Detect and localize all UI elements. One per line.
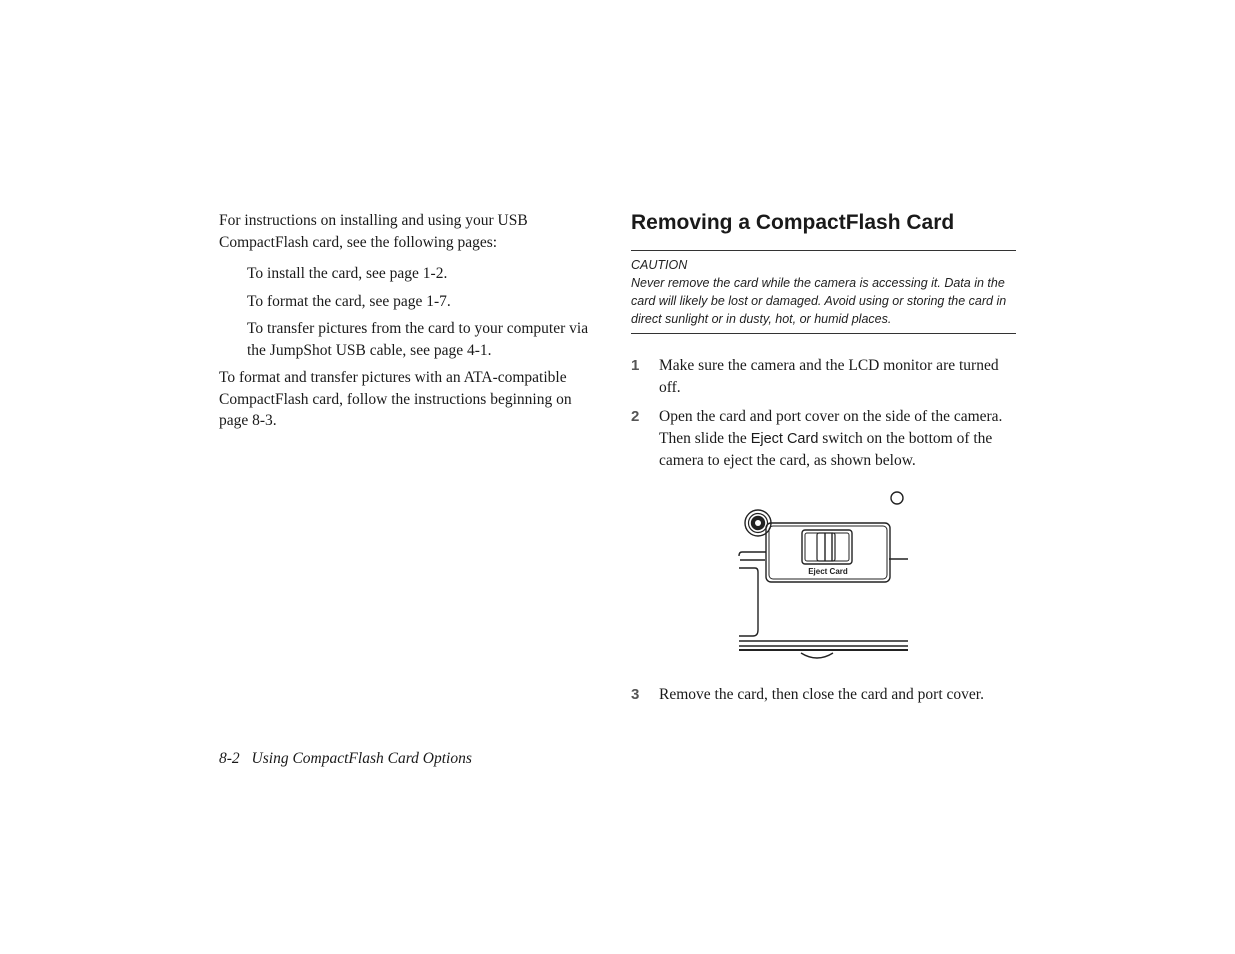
left-column [219,210,604,432]
eject-card-label: Eject Card [750,430,819,447]
step-3 [631,684,1016,706]
chapter-title: Using CompactFlash Card Options [251,750,472,767]
step-number: 3 [631,686,640,703]
page-footer [219,748,472,769]
list-item-transfer: To transfer pictures from the card to your computer via the JumpShot USB cable, see page 4-1. [247,320,589,359]
caution-label: CAUTION [631,258,688,272]
step-text: Remove the card, then close the card and port cover. [659,686,984,703]
intro-paragraph: For instructions on installing and using your USB CompactFlash card, see the following pages: [219,212,528,251]
step-text: Make sure the camera and the LCD monitor are turned off. [659,357,999,396]
figure-eject-label: Eject Card [808,567,848,576]
step-2 [631,406,1016,472]
caution-text: Never remove the card while the camera is accessing it. Data in the card will likely be lost or damaged. Avoid using or storing the card in direct sunlight or in dusty, hot, or humid places. [631,276,1007,326]
step-text-a: Open the card and port cover on the side of the camera. Then slide the [659,408,1003,447]
eject-card-illustration [737,488,912,663]
list-item-install: To install the card, see page 1-2. [247,265,448,282]
page-number: 8-2 [219,750,240,767]
step-text [659,406,1016,472]
camera-bottom-drawing [737,488,912,663]
eject-switch [802,530,852,564]
section-heading: Removing a CompactFlash Card [631,211,955,234]
right-column [631,209,1016,480]
ata-paragraph: To format and transfer pictures with an ATA-compatible CompactFlash card, follow the instructions beginning on page 8-3. [219,369,572,429]
step-number: 1 [631,357,640,374]
step-number: 2 [631,408,640,425]
indicator-circle [891,492,903,504]
step-1 [631,355,1016,398]
caution-box [631,250,1016,334]
step-text-b: switch on the bottom of the camera to eject the card, as shown below. [659,429,993,469]
steps-list [631,355,1016,472]
list-item-format: To format the card, see page 1-7. [247,292,451,310]
